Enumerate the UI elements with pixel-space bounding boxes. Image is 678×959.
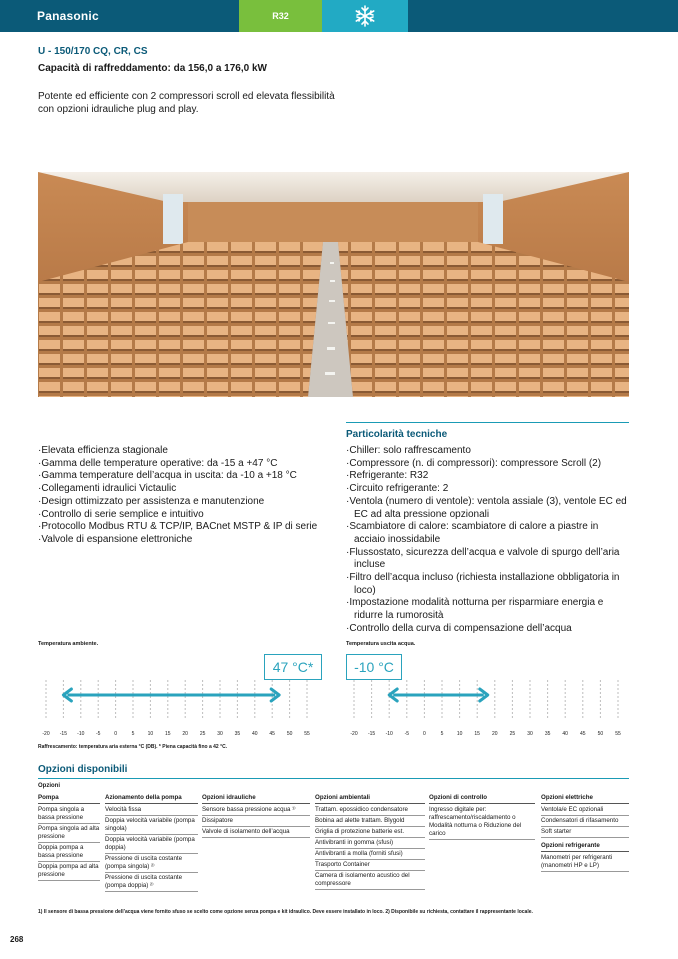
scale-tick-label: 40: [252, 731, 258, 737]
options-column-drive: [105, 794, 198, 892]
option-item: Doppia velocità variabile (pompa singola): [105, 816, 198, 835]
option-item: Trattam. epossidico condensatore: [315, 805, 425, 816]
feature-item: · Collegamenti idraulici Victaulic: [38, 483, 328, 496]
scale-tick-label: 30: [527, 731, 533, 737]
feature-item: · Gamma temperature dell’acqua in uscita: da -10 a +18 °C: [38, 470, 328, 483]
technical-list: [346, 445, 631, 636]
refrigerant-options-header: Opzioni refrigerante: [541, 842, 629, 852]
scale-tick-label: 40: [562, 731, 568, 737]
ambient-max-badge: 47 °C*: [264, 654, 322, 680]
feature-item: · Controllo di serie semplice e intuitivo: [38, 509, 328, 522]
scale-tick-label: 45: [580, 731, 586, 737]
scale-tick-label: -15: [367, 731, 376, 737]
column-header: Opzioni ambientali: [315, 794, 425, 804]
feature-item: · Elevata efficienza stagionale: [38, 445, 328, 458]
scale-tick-label: 0: [423, 731, 426, 737]
scale-tick-label: 50: [597, 731, 604, 737]
auditorium-photo: [38, 172, 629, 397]
technical-item: · Scambiatore di calore: scambiatore di calore a piastre in acciaio inossidabile: [346, 521, 631, 546]
option-item: Condensatori di rifasamento: [541, 816, 629, 827]
feature-item: · Gamma delle temperature operative: da -15 a +47 °C: [38, 458, 328, 471]
scale-tick-label: -15: [59, 731, 67, 737]
scale-tick-label: 5: [131, 731, 135, 737]
scale-tick-label: 10: [456, 731, 463, 737]
technical-item: · Compressore (n. di compressori): compressore Scroll (2): [346, 458, 631, 471]
column-header: Opzioni elettriche: [541, 794, 629, 804]
column-header: Opzioni di controllo: [429, 794, 535, 804]
scale-tick-label: 20: [492, 731, 498, 737]
option-item: Griglia di protezione batterie est.: [315, 827, 425, 838]
scale-tick-label: -10: [385, 731, 393, 737]
column-header: Azionamento della pompa: [105, 794, 198, 804]
technical-item: · Impostazione modalità notturna per risparmiare energia e ridurre la rumorosità: [346, 597, 631, 622]
ambient-scale: [38, 678, 328, 730]
scale-tick-label: 30: [217, 731, 223, 737]
technical-item: · Refrigerante: R32: [346, 470, 631, 483]
scale-tick-label: -20: [350, 731, 358, 737]
refrigerant-tab: R32: [239, 0, 322, 32]
scale-tick-label: -5: [95, 731, 101, 737]
option-item: Doppia pompa ad alta pressione: [38, 862, 100, 881]
description: Potente ed efficiente con 2 compressori scroll ed elevata flessibilità con opzioni idrauliche plug and play.: [38, 91, 335, 115]
brand-logo: Panasonic: [37, 9, 99, 23]
option-item: Camera di isolamento acustico del compressore: [315, 871, 425, 890]
option-item: Bobina ad alette trattam. Blygold: [315, 816, 425, 827]
scale-tick-label: 50: [286, 731, 293, 737]
scale-tick-label: 10: [147, 731, 154, 737]
options-column-hydraulic: [202, 794, 310, 838]
technical-item: · Filtro dell’acqua incluso (richiesta installazione obbligatoria in loco): [346, 572, 631, 597]
snowflake-icon: [322, 0, 408, 32]
features-list: [38, 445, 328, 547]
scale-tick-label: 55: [304, 731, 310, 737]
technical-item: · Flussostato, sicurezza dell’acqua e valvole di spurgo dell’aria incluse: [346, 547, 631, 572]
feature-item: · Protocollo Modbus RTU & TCP/IP, BACnet MSTP & IP di serie: [38, 521, 328, 534]
scale-tick-label: 45: [269, 731, 275, 737]
options-column-electrical: [541, 794, 629, 872]
scale-tick-label: 55: [615, 731, 621, 737]
scale-tick-label: -10: [77, 731, 85, 737]
option-item: Pressione di uscita costante (pompa singola) ²⁾: [105, 854, 198, 873]
scale-tick-label: 0: [114, 731, 117, 737]
option-item: Ventola/e EC opzionali: [541, 805, 629, 816]
option-item: Pressione di uscita costante (pompa doppia) ²⁾: [105, 873, 198, 892]
technical-item: · Circuito refrigerante: 2: [346, 483, 631, 496]
cooling-note: Raffrescamento: temperatura aria esterna °C (DB). * Piena capacità fino a 42 °C.: [38, 744, 228, 750]
scale-tick-label: 5: [440, 731, 444, 737]
scale-tick-label: 35: [544, 731, 551, 737]
option-item: Doppia pompa a bassa pressione: [38, 843, 100, 862]
ambient-temp-label: Temperatura ambiente.: [38, 641, 99, 647]
footnotes: 1) Il sensore di bassa pressione dell’acqua viene fornito sfuso se scelto come opzione senza pompa e kit idraulico. Deve essere installato in loco. 2) Disponibile su richiesta, contattare il rappresentante locale.: [38, 909, 533, 915]
column-header: Opzioni idrauliche: [202, 794, 310, 804]
scale-tick-label: 15: [474, 731, 480, 737]
option-item: Valvole di isolamento dell’acqua: [202, 827, 310, 838]
water-scale: [346, 678, 631, 730]
technical-item: · Ventola (numero di ventole): ventola assiale (3), ventole EC ed EC ad alta pressione opzionali: [346, 496, 631, 521]
water-min-badge: -10 °C: [346, 654, 402, 680]
water-temp-label: Temperatura uscita acqua.: [346, 641, 416, 647]
scale-tick-label: 15: [165, 731, 171, 737]
capacity-title: Capacità di raffreddamento: da 156,0 a 176,0 kW: [38, 63, 267, 74]
option-item: Velocità fissa: [105, 805, 198, 816]
scale-tick-label: 35: [234, 731, 241, 737]
option-item: Manometri per refrigeranti (manometri HP e LP): [541, 853, 629, 872]
option-item: Soft starter: [541, 827, 629, 838]
scale-tick-label: 20: [182, 731, 188, 737]
option-item: Doppia velocità variabile (pompa doppia): [105, 835, 198, 854]
header-bar: [0, 0, 678, 32]
technical-item: · Controllo della curva di compensazione dell’acqua: [346, 623, 631, 636]
column-header: Pompa: [38, 794, 100, 804]
option-item: Pompa singola a bassa pressione: [38, 805, 100, 824]
page-number: 268: [10, 935, 24, 944]
scale-tick-label: -20: [42, 731, 50, 737]
option-item: Pompa singola ad alta pressione: [38, 824, 100, 843]
scale-tick-label: -5: [404, 731, 410, 737]
options-column-pump: [38, 794, 100, 881]
technical-title: Particolarità tecniche: [346, 422, 629, 440]
option-item: Sensore bassa pressione acqua ¹⁾: [202, 805, 310, 816]
options-column-environmental: [315, 794, 425, 890]
option-item: Dissipatore: [202, 816, 310, 827]
feature-item: · Valvole di espansione elettroniche: [38, 534, 328, 547]
scale-tick-label: 25: [509, 731, 516, 737]
model-title: U - 150/170 CQ, CR, CS: [38, 46, 148, 57]
technical-item: · Chiller: solo raffrescamento: [346, 445, 631, 458]
option-item: Antivibranti a molla (forniti sfusi): [315, 849, 425, 860]
options-column-control: [429, 794, 535, 840]
option-item: Ingresso digitale per: raffrescamento/riscaldamento o Modalità notturna o Riduzione del carico: [429, 805, 535, 840]
options-title: Opzioni disponibili: [38, 764, 128, 775]
options-label: Opzioni: [38, 783, 60, 789]
feature-item: · Design ottimizzato per assistenza e manutenzione: [38, 496, 328, 509]
options-divider: [38, 778, 629, 779]
option-item: Antivibranti in gomma (sfusi): [315, 838, 425, 849]
option-item: Trasporto Container: [315, 860, 425, 871]
scale-tick-label: 25: [199, 731, 206, 737]
